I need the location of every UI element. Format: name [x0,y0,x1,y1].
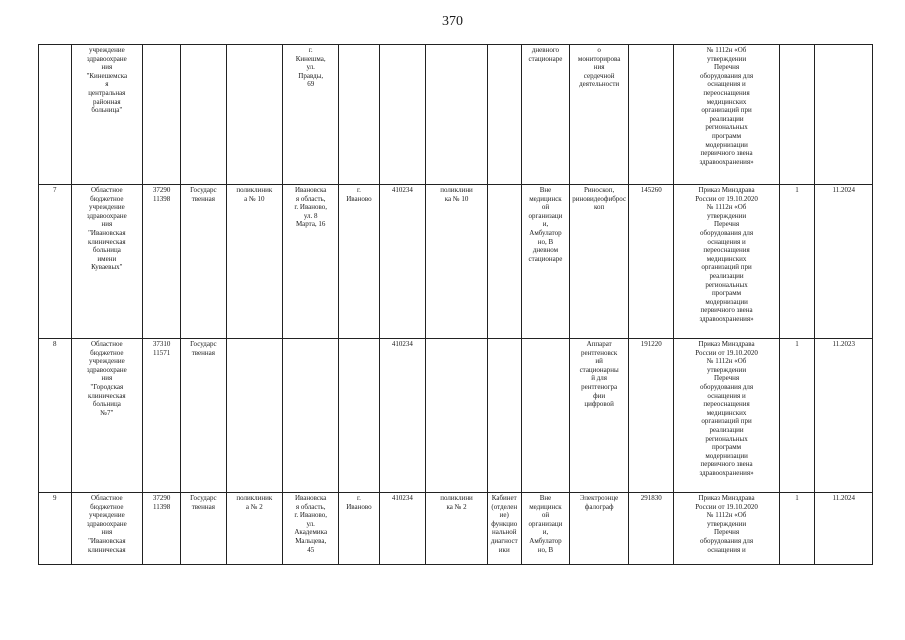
department-cell: поликлини ка № 2 [426,493,488,565]
quantity-cell [779,45,815,185]
order-reference-cell: Приказ Минздрава России от 19.10.2020 № 1112н «Об утверждении Перечня оборудования для оснащения и переоснащения медицинских организаций при реализации региональных программ модернизации первичного звена здравоохранения» [674,339,779,493]
city-cell: г. Иваново [339,185,379,339]
page-number: 370 [442,14,463,29]
city-cell [339,45,379,185]
organization-cell: Областное бюджетное учреждение здравоохране ния "Ивановская клиническая [71,493,143,565]
care-conditions-cell: дневного стационаре [521,45,570,185]
equipment-code-cell [628,45,674,185]
oktmo-cell: 410234 [379,493,426,565]
equipment-name-cell: Риноскоп, риновидеофиброскоп [570,185,629,339]
delivery-date-cell: 11.2024 [815,493,873,565]
org-code-cell: 37290 11398 [143,185,181,339]
department-cell [426,45,488,185]
ownership-form-cell: Государс твенная [181,493,227,565]
delivery-date-cell [815,45,873,185]
room-cell [487,45,521,185]
subdivision-cell [226,45,282,185]
org-code-cell: 37290 11398 [143,493,181,565]
address-cell [283,339,339,493]
org-code-cell [143,45,181,185]
row-number-cell: 9 [39,493,72,565]
delivery-date-cell: 11.2024 [815,185,873,339]
ownership-form-cell: Государс твенная [181,339,227,493]
equipment-table [38,44,873,565]
care-conditions-cell: Вне медицинск ой организаци и, Амбулатор но, В [521,493,570,565]
organization-cell: учреждение здравоохране ния "Кинешемска я центральная районная больница" [71,45,143,185]
city-cell [339,339,379,493]
room-cell [487,339,521,493]
equipment-code-cell: 191220 [628,339,674,493]
address-cell: Ивановска я область, г. Иваново, ул. Академика Мальцева, 45 [283,493,339,565]
department-cell [426,339,488,493]
room-cell: Кабинет (отделен ие) функцио нальной диагност ики [487,493,521,565]
row-number-cell: 7 [39,185,72,339]
subdivision-cell [226,339,282,493]
equipment-name-cell: о мониторирова ния сердечной деятельности [570,45,629,185]
quantity-cell: 1 [779,185,815,339]
equipment-code-cell: 291830 [628,493,674,565]
organization-cell: Областное бюджетное учреждение здравоохране ния "Ивановская клиническая больница имени Куваевых" [71,185,143,339]
oktmo-cell: 410234 [379,339,426,493]
order-reference-cell: Приказ Минздрава России от 19.10.2020 № 1112н «Об утверждении Перечня оборудования для оснащения и [674,493,779,565]
oktmo-cell [379,45,426,185]
address-cell: Ивановска я область, г. Иваново, ул. 8 Марта, 16 [283,185,339,339]
department-cell: поликлини ка № 10 [426,185,488,339]
row-number-cell: 8 [39,339,72,493]
org-code-cell: 37310 11571 [143,339,181,493]
row-number-cell [39,45,72,185]
equipment-name-cell: Аппарат рентгеновск ий стационарны й для рентгеногра фии цифровой [570,339,629,493]
care-conditions-cell [521,339,570,493]
oktmo-cell: 410234 [379,185,426,339]
equipment-code-cell: 145260 [628,185,674,339]
table-row [39,45,873,185]
order-reference-cell: № 1112н «Об утверждении Перечня оборудования для оснащения и переоснащения медицинских организаций при реализации региональных программ модернизации первичного звена здравоохранения» [674,45,779,185]
table-row [39,339,873,493]
subdivision-cell: поликлиник а № 2 [226,493,282,565]
equipment-name-cell: Электроэнце фалограф [570,493,629,565]
city-cell: г. Иваново [339,493,379,565]
ownership-form-cell: Государс твенная [181,185,227,339]
quantity-cell: 1 [779,339,815,493]
subdivision-cell: поликлиник а № 10 [226,185,282,339]
table-row [39,185,873,339]
care-conditions-cell: Вне медицинск ой организаци и, Амбулатор но, В дневном стационаре [521,185,570,339]
room-cell [487,185,521,339]
table-row [39,493,873,565]
delivery-date-cell: 11.2023 [815,339,873,493]
order-reference-cell: Приказ Минздрава России от 19.10.2020 № 1112н «Об утверждении Перечня оборудования для оснащения и переоснащения медицинских организаций при реализации региональных программ модернизации первичного звена здравоохранения» [674,185,779,339]
ownership-form-cell [181,45,227,185]
organization-cell: Областное бюджетное учреждение здравоохране ния "Городская клиническая больница №7" [71,339,143,493]
address-cell: г. Кинешма, ул. Правды, 69 [283,45,339,185]
quantity-cell: 1 [779,493,815,565]
